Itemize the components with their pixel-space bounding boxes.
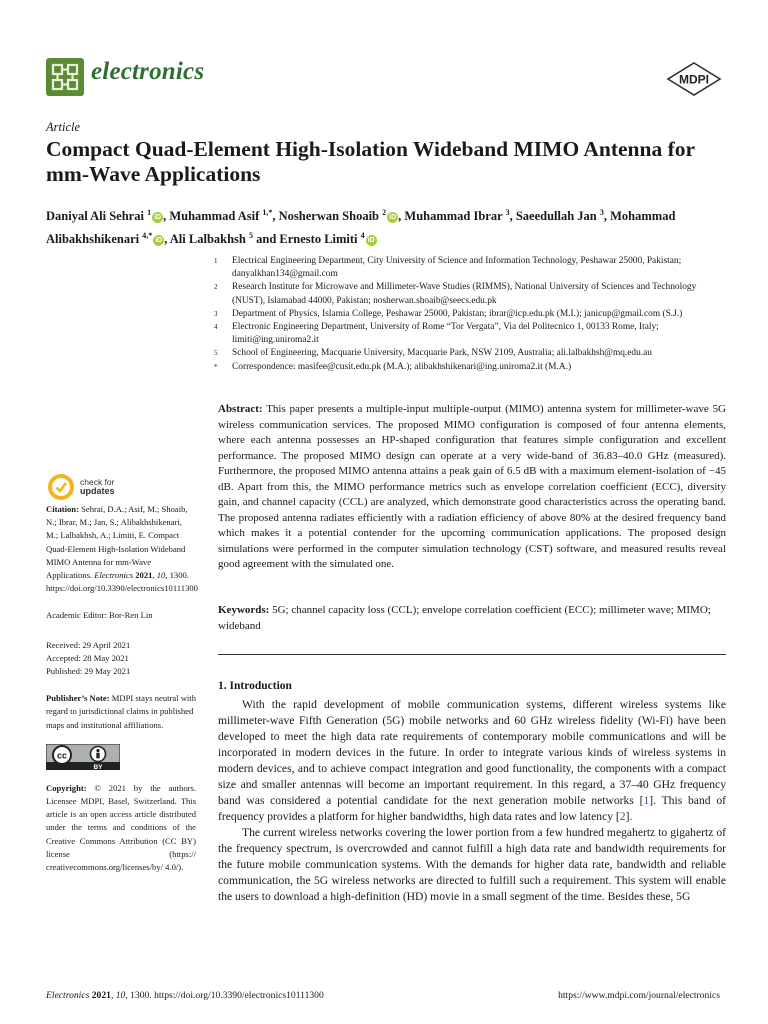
citation-volume: 10 xyxy=(156,570,166,581)
affiliation-item xyxy=(214,321,726,347)
reference-link-2[interactable]: 2 xyxy=(619,810,626,823)
affiliation-number: 4 xyxy=(214,323,218,332)
citation-text: Sehrai, D.A.; Asif, M.; Shoaib, N.; Ibrar, M.; Jan, S.; Alibakhshikenari, M.; Lalbakhsh, A.; Limiti, E. Compact Quad-Element High-Isolation Wideband MIMO Antenna for mm-Wave Applications. xyxy=(46,504,188,581)
journal-name: electronics xyxy=(91,58,205,85)
paper-title: Compact Quad-Element High-Isolation Wideband MIMO Antenna for mm-Wave Applications xyxy=(46,137,695,186)
author-affiliation-mark: 2 xyxy=(382,208,387,217)
citation-journal: Electronics xyxy=(94,570,134,581)
intro-paragraph-2: The current wireless networks covering the lower portion from a few hundred megahertz to gigahertz of the frequency spectrum, is overcrowded and cannot fulfill a high data rate and bandwidth requirements for the future mobile communication systems. With the demands for higher data rate, bandwidth and reliable communication, the 5G wireless networks are directed to fulfill such a requirement. This system will enable the users to download a high-definition (HD) movie in a small segment of the time. Besides these, 5G xyxy=(218,826,726,903)
author-name: Mohammad Alibakhshikenari xyxy=(46,209,676,247)
affiliation-number: 3 xyxy=(214,309,218,318)
check-for-updates-button[interactable] xyxy=(46,472,115,502)
sidebar xyxy=(46,503,196,884)
affiliation-item xyxy=(214,255,726,281)
author-affiliation-mark: 1,* xyxy=(262,208,273,217)
introduction-body xyxy=(218,697,726,905)
footer-citation: Electronics 2021, 10, 1300. https://doi.org/10.3390/electronics10111300 xyxy=(46,990,324,1001)
accepted-date: Accepted: 28 May 2021 xyxy=(46,652,129,663)
affiliation-text: Correspondence: masifee@cusit.edu.pk (M.A.); alibakhshikenari@ing.uniroma2.it (M.A.) xyxy=(232,361,572,372)
dates-block xyxy=(46,639,196,679)
footer-journal: Electronics xyxy=(46,990,90,1001)
journal-logo-icon xyxy=(46,58,84,96)
affiliation-text: Electronic Engineering Department, University of Rome “Tor Vergata”, Via del Politecnico 1, 00133 Rome, Italy; limiti@ing.uniroma2.it xyxy=(232,322,659,346)
abstract-label: Abstract: xyxy=(218,403,263,415)
affiliation-item xyxy=(214,347,726,360)
author-name: Ernesto Limiti xyxy=(279,232,358,247)
author-name: Saeedullah Jan xyxy=(515,209,597,224)
affiliation-text: Electrical Engineering Department, City University of Science and Information Technology, Peshawar 25000, Pakistan; danyalkhan134@gmail.com xyxy=(232,256,682,280)
citation-year: 2021 xyxy=(135,570,153,581)
intro-p1-text-c: ]. xyxy=(625,810,633,823)
footer-journal-url[interactable]: https://www.mdpi.com/journal/electronics xyxy=(558,990,720,1001)
author-name: Muhammad Asif xyxy=(169,209,260,224)
orcid-icon[interactable]: iD xyxy=(154,214,162,222)
svg-text:cc: cc xyxy=(56,750,68,761)
intro-p1-text-a: With the rapid development of mobile communication systems, different wireless systems like millimeter-wave Fifth Generation (5G) mobile networks and 60 GHz wireless fidelity (Wi-Fi) have been developed to meet the high data rate requirements of contemporary mobile communications and will be incorporated in modern devices in the future. In order to integrate various kinds of wireless systems in modern devices, and to achieve compact integration and good functionality, the components with a compact size and smaller antennas will become an important requirement. In this regard, a 37–40 GHz frequency band was considered a potential candidate for the next generation mobile networks [ xyxy=(218,698,726,807)
author-affiliation-mark: 4,* xyxy=(142,231,153,241)
check-updates-line1: check for xyxy=(80,477,115,487)
affiliations xyxy=(214,255,726,374)
affiliation-text: School of Engineering, Macquarie University, Macquarie Park, NSW 2109, Australia; ali.lalbakhsh@mq.edu.au xyxy=(232,348,652,359)
author-affiliation-mark: 3 xyxy=(505,208,510,217)
received-date: Received: 29 April 2021 xyxy=(46,639,131,650)
article-type: Article xyxy=(46,120,81,134)
affiliation-number: * xyxy=(214,362,218,371)
section-divider xyxy=(218,654,726,655)
citation-doi[interactable]: , 1300. https://doi.org/10.3390/electronics10111300 xyxy=(46,570,198,594)
mdpi-logo-icon xyxy=(666,62,722,96)
footer-doi-link[interactable]: , 1300. https://doi.org/10.3390/electronics10111300 xyxy=(125,990,324,1001)
orcid-icon[interactable]: iD xyxy=(367,237,375,245)
copyright-text: © 2021 by the authors. Licensee MDPI, Basel, Switzerland. This article is an open access article distributed under the terms and conditions of the Creative Commons Attribution (CC BY) license (https:// creativecommons.org/licenses/by/ 4.0/). xyxy=(46,782,196,873)
svg-text:MDPI: MDPI xyxy=(679,72,709,87)
reference-link-1[interactable]: 1 xyxy=(643,794,650,807)
copyright-block xyxy=(46,782,196,874)
affiliation-item xyxy=(214,281,726,307)
check-updates-icon xyxy=(46,472,76,502)
affiliation-item xyxy=(214,308,726,321)
keywords xyxy=(218,603,726,634)
copyright-label: Copyright: xyxy=(46,782,87,793)
affiliation-number: 1 xyxy=(214,257,218,265)
orcid-icon[interactable]: iD xyxy=(155,237,163,245)
publisher-note xyxy=(46,692,196,732)
cc-badge-text: BY xyxy=(93,763,103,770)
intro-p1-text-b: ]. This band of frequency provides a platform for higher bandwidths, high data rates and low latency [ xyxy=(218,794,726,823)
footer-year: 2021 xyxy=(91,990,111,1001)
keywords-text: 5G; channel capacity loss (CCL); envelope correlation coefficient (ECC); millimeter wave; MIMO; wideband xyxy=(218,604,711,632)
keywords-label: Keywords: xyxy=(218,604,270,616)
author-affiliation-mark: 4 xyxy=(360,231,365,241)
intro-paragraph-1 xyxy=(218,697,726,825)
citation-label: Citation: xyxy=(46,504,79,514)
author-name: Ali Lalbakhsh xyxy=(169,232,246,247)
affiliation-number: 2 xyxy=(214,283,218,292)
publisher-note-text: MDPI stays neutral with regard to jurisdictional claims in published maps and institutional affiliations. xyxy=(46,693,196,730)
author-name: Daniyal Ali Sehrai xyxy=(46,209,144,224)
author-list: Daniyal Ali Sehrai $^1$iD , Muhammad Asif $^{1,*}$, Nosherwan Shoaib $^2$iD , Muhammad Ibrar $^3$, Saeedullah Jan $^3$, Mohammad Alibakhshikenari $^{4,*}$iD , Ali Lalbakhsh $^5$ and Ernesto Limiti $^4$iD xyxy=(46,208,676,247)
author-affiliation-mark: 5 xyxy=(249,231,253,241)
affiliation-text: Department of Physics, Islamia College, Peshawar 25000, Pakistan; ibrar@icp.edu.pk (M.I.); janicup@gmail.com (S.J.) xyxy=(232,308,683,319)
footer-volume: 10 xyxy=(115,990,126,1001)
affiliation-item xyxy=(214,361,726,374)
cc-by-license-icon[interactable] xyxy=(46,744,120,770)
orcid-icon[interactable]: iD xyxy=(389,214,397,222)
author-affiliation-mark: 3 xyxy=(599,208,604,217)
check-updates-line2: updates xyxy=(80,486,115,496)
published-date: Published: 29 May 2021 xyxy=(46,666,131,677)
citation-block: Citation: Sehrai, D.A.; Asif, M.; Shoaib, N.; Ibrar, M.; Jan, S.; Alibakhshikenari, M.; Lalbakhsh, A.; Limiti, E. Compact Quad-Element High-Isolation Wideband MIMO Antenna for mm-Wave Applications. Electronics 2021, 10, 1300. https://doi.org/10.3390/electronics10111300 xyxy=(46,504,198,594)
author-name: Muhammad Ibrar xyxy=(404,209,503,224)
affiliation-text: Research Institute for Microwave and Millimeter-Wave Studies (RIMMS), National University of Sciences and Technology (NUST), Islamabad 44000, Pakistan; nosherwan.shoaib@seecs.edu.pk xyxy=(232,282,697,306)
abstract xyxy=(218,402,726,573)
author-name: Nosherwan Shoaib xyxy=(278,209,380,224)
affiliation-number: 5 xyxy=(214,349,218,358)
publisher-note-label: Publisher’s Note: xyxy=(46,693,110,704)
author-affiliation-mark: 1 xyxy=(147,208,152,217)
abstract-text: This paper presents a multiple-input multiple-output (MIMO) antenna system for millimeter-wave 5G wireless communication services. The proposed MIMO configuration is composed of four antenna elements, where each antenna possesses an HP-shaped configuration that features simple configuration and excellent performance. The proposed MIMO design can operate at a very wide-band of 36.83–40.0 GHz (measured). Furthermore, the proposed MIMO antenna attains a peak gain of 6.5 dB with a maximum element-isolation of −45 dB. Apart from this, the MIMO performance metrics such as envelope correlation coefficient (ECC), diversity gain, and channel capacity (CCL) are analyzed, which demonstrate good characteristics across the operating band. The proposed antenna radiates efficiently with a radiation efficiency of above 80% at the desired frequency band which makes it a potential contender for the upcoming communication applications. The proposed design simulations were performed in the computer simulation technology (CST) software, and measured results reveal good agreement with the simulated one. xyxy=(218,403,726,570)
academic-editor: Academic Editor: Bor-Ren Lin xyxy=(46,610,153,621)
section-heading-introduction: 1. Introduction xyxy=(218,680,292,692)
